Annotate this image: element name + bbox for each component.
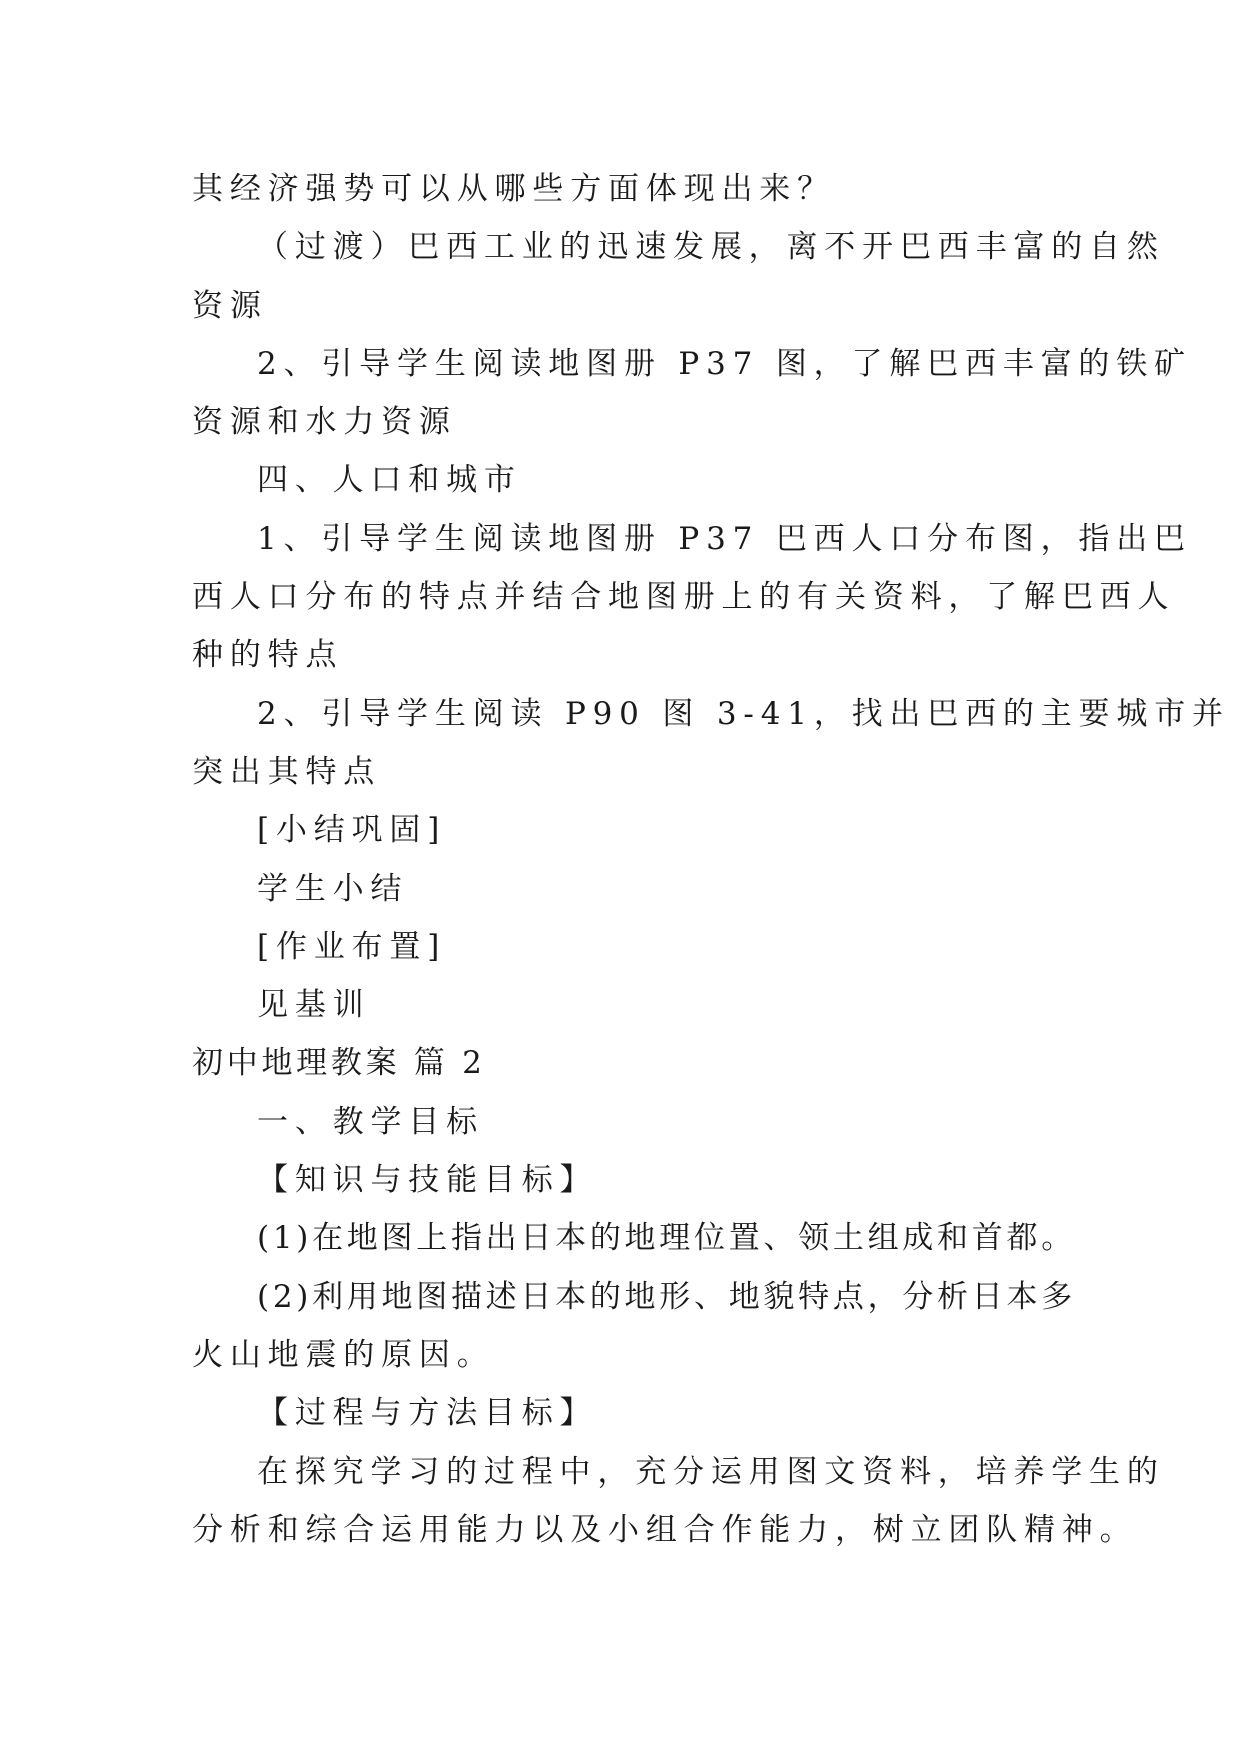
text-line: 在探究学习的过程中，充分运用图文资料，培养学生的: [257, 1453, 1165, 1490]
text-line: 火山地震的原因。: [192, 1336, 495, 1373]
text-line: 1、引导学生阅读地图册 P37 巴西人口分布图，指出巴: [257, 520, 1192, 557]
text-line: 其经济强势可以从哪些方面体现出来？: [192, 171, 835, 207]
section-heading: [作业布置]: [257, 928, 447, 965]
text-line: 资源: [192, 287, 268, 324]
text-line: 西人口分布的特点并结合地图册上的有关资料，了解巴西人: [192, 579, 1176, 616]
text-line: 学生小结: [257, 870, 409, 907]
section-heading: 四、人口和城市: [257, 462, 522, 499]
text-line: 见基训: [257, 987, 371, 1024]
document-body: [192, 160, 1230, 1559]
text-line: (1)在地图上指出日本的地理位置、领土组成和首都。: [257, 1220, 1076, 1257]
text-line: 资源和水力资源: [192, 404, 457, 441]
section-heading: [小结巩固]: [257, 812, 447, 849]
section-heading: 【知识与技能目标】: [257, 1162, 598, 1199]
text-line: (2)利用地图描述日本的地形、地貌特点，分析日本多: [257, 1278, 1076, 1315]
text-line: 突出其特点: [192, 753, 382, 790]
document-title: 初中地理教案 篇 2: [192, 1045, 486, 1082]
text-line: （过渡）巴西工业的迅速发展，离不开巴西丰富的自然: [257, 229, 1165, 266]
text-line: 分析和综合运用能力以及小组合作能力，树立团队精神。: [192, 1511, 1138, 1548]
text-line: 种的特点: [192, 637, 344, 674]
text-line: 2、引导学生阅读 P90 图 3-41，找出巴西的主要城市并: [257, 695, 1230, 732]
section-heading: 一、教学目标: [257, 1103, 484, 1140]
text-line: 2、引导学生阅读地图册 P37 图，了解巴西丰富的铁矿: [257, 345, 1192, 382]
section-heading: 【过程与方法目标】: [257, 1395, 598, 1432]
